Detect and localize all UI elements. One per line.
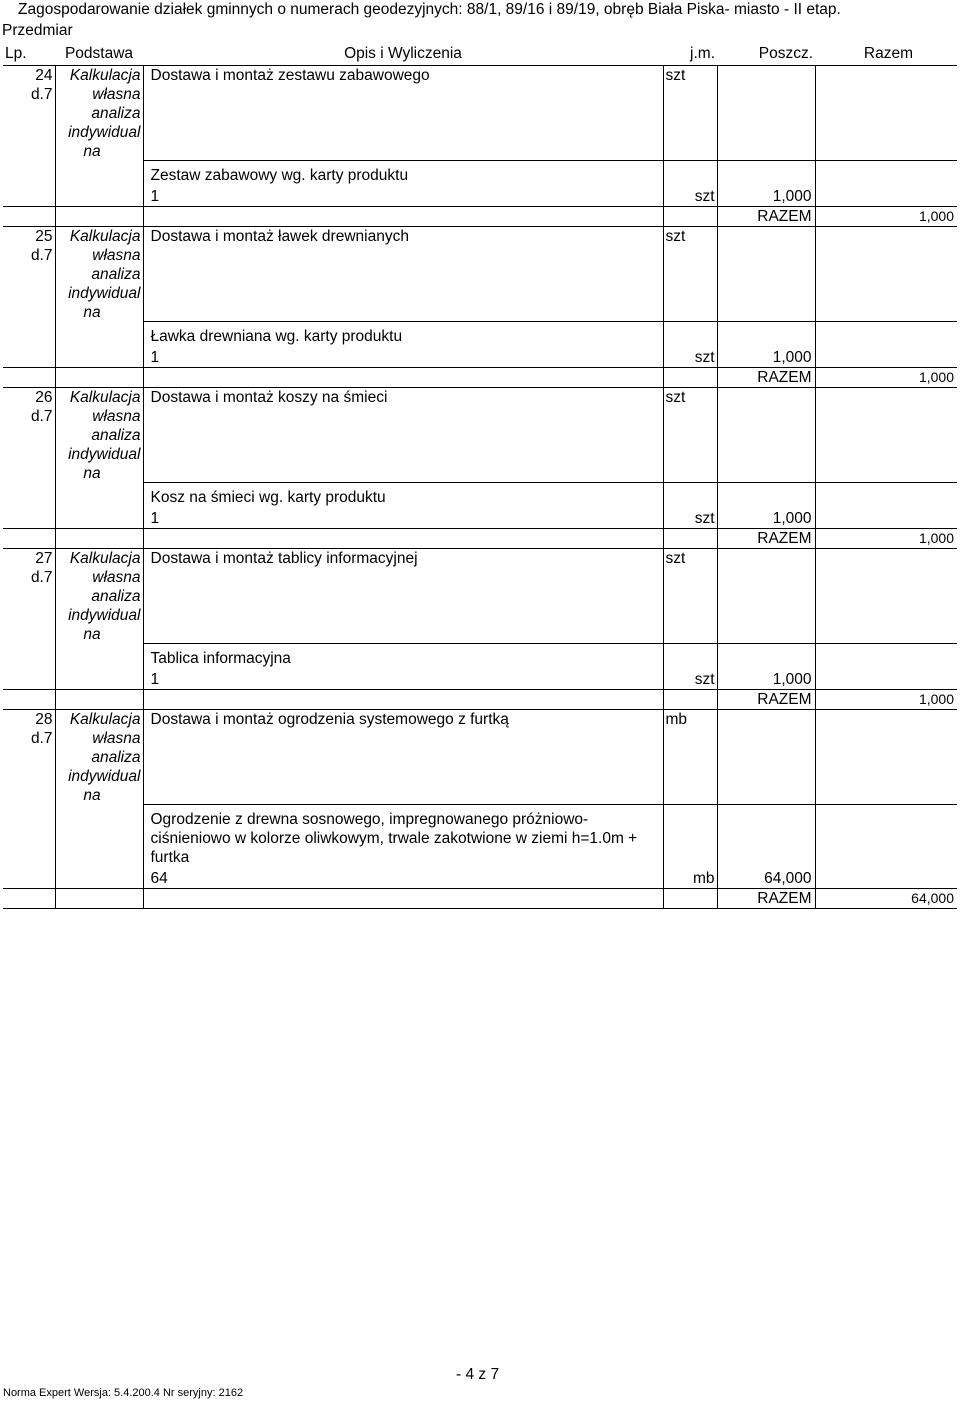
col-header-razem: Razem (815, 43, 957, 66)
table-row (3, 66, 957, 161)
table-row (3, 805, 957, 889)
empty-cell (3, 889, 55, 909)
podstawa-line: indywidual (68, 285, 141, 302)
item-calc-unit: mb (663, 805, 717, 889)
item-poszcz: 1,000 (717, 161, 815, 207)
empty-cell (663, 529, 717, 549)
item-title: Dostawa i montaż zestawu zabawowego (143, 66, 663, 161)
item-poszcz: 64,000 (717, 805, 815, 889)
item-poszcz-empty (717, 549, 815, 644)
razem-label: RAZEM (717, 368, 815, 388)
item-lp: 25 (35, 228, 53, 245)
item-razem: 1,000 (815, 529, 957, 549)
podstawa-line: analiza (91, 105, 141, 122)
razem-label: RAZEM (717, 690, 815, 710)
item-unit: szt (663, 227, 717, 322)
table-row (3, 644, 957, 690)
podstawa-line: Kalkulacja (69, 550, 141, 567)
table-row-total (3, 690, 957, 710)
empty-cell (3, 207, 55, 227)
item-poszcz-empty (717, 227, 815, 322)
podstawa-line: analiza (91, 427, 141, 444)
item-podstawa (55, 227, 143, 368)
razem-label: RAZEM (717, 529, 815, 549)
podstawa-line: indywidual (68, 768, 141, 785)
item-razem-empty (815, 227, 957, 322)
table-row-total (3, 207, 957, 227)
item-unit: szt (663, 549, 717, 644)
podstawa-line: własna (92, 730, 141, 747)
item-lp: 27 (35, 550, 53, 567)
item-description (143, 644, 663, 690)
podstawa-line: Kalkulacja (69, 711, 141, 728)
podstawa-line: indywidual (68, 446, 141, 463)
item-lp-sub: d.7 (30, 569, 53, 586)
podstawa-line: analiza (91, 266, 141, 283)
item-lp-sub: d.7 (30, 86, 53, 103)
item-unit: szt (663, 388, 717, 483)
item-desc-text: Ogrodzenie z drewna sosnowego, impregnowanego próżniowo-ciśnieniowo w kolorze oliwkowym, trwale zakotwione w ziemi h=1.0m + furtka (150, 811, 638, 866)
podstawa-line: własna (92, 408, 141, 425)
podstawa-line: Kalkulacja (69, 389, 141, 406)
item-calc-unit: szt (663, 644, 717, 690)
item-desc-text: Zestaw zabawowy wg. karty produktu (150, 167, 409, 184)
item-podstawa (55, 549, 143, 690)
software-info: Norma Expert Wersja: 5.4.200.4 Nr seryjny: 2162 (3, 1387, 244, 1399)
col-header-poszcz: Poszcz. (717, 43, 815, 66)
item-razem: 64,000 (815, 889, 957, 909)
podstawa-line: Kalkulacja (69, 228, 141, 245)
table-row (3, 549, 957, 644)
empty-cell (663, 207, 717, 227)
empty-cell (143, 529, 663, 549)
item-razem-empty (815, 710, 957, 805)
item-razem: 1,000 (815, 368, 957, 388)
item-poszcz: 1,000 (717, 644, 815, 690)
item-desc-text: Ławka drewniana wg. karty produktu (150, 328, 403, 345)
item-calc: 1 (150, 510, 160, 527)
item-unit: mb (663, 710, 717, 805)
empty-cell (143, 690, 663, 710)
podstawa-line: własna (92, 247, 141, 264)
col-header-jm: j.m. (663, 43, 717, 66)
item-calc-unit: szt (663, 161, 717, 207)
item-number (3, 66, 55, 207)
item-description (143, 322, 663, 368)
table-row (3, 227, 957, 322)
item-razem-empty2 (815, 161, 957, 207)
item-calc-unit: szt (663, 322, 717, 368)
podstawa-line: własna (92, 569, 141, 586)
empty-cell (143, 207, 663, 227)
podstawa-line: własna (92, 86, 141, 103)
item-number (3, 710, 55, 889)
podstawa-line: indywidual (68, 124, 141, 141)
table-row (3, 483, 957, 529)
table-row-total (3, 368, 957, 388)
item-desc-text: Kosz na śmieci wg. karty produktu (150, 489, 386, 506)
podstawa-line: indywidual (68, 607, 141, 624)
item-title: Dostawa i montaż tablicy informacyjnej (143, 549, 663, 644)
item-description (143, 161, 663, 207)
item-title: Dostawa i montaż ogrodzenia systemowego z furtką (143, 710, 663, 805)
podstawa-line: analiza (91, 588, 141, 605)
item-lp-sub: d.7 (30, 408, 53, 425)
razem-label: RAZEM (717, 207, 815, 227)
document-subtitle: Przedmiar (2, 22, 73, 39)
item-title: Dostawa i montaż koszy na śmieci (143, 388, 663, 483)
item-lp: 24 (35, 67, 53, 84)
empty-cell (143, 889, 663, 909)
empty-cell (3, 368, 55, 388)
item-razem-empty2 (815, 483, 957, 529)
podstawa-line: Kalkulacja (69, 67, 141, 84)
page-number: - 4 z 7 (456, 1366, 500, 1383)
item-podstawa (55, 710, 143, 889)
podstawa-line: na (83, 143, 101, 160)
table-row-total (3, 529, 957, 549)
item-poszcz: 1,000 (717, 322, 815, 368)
item-calc: 64 (150, 870, 168, 887)
item-poszcz: 1,000 (717, 483, 815, 529)
podstawa-line: na (83, 465, 101, 482)
item-lp-sub: d.7 (30, 247, 53, 264)
empty-cell (55, 889, 143, 909)
item-desc-text: Tablica informacyjna (150, 650, 291, 667)
item-podstawa (55, 66, 143, 207)
razem-label: RAZEM (717, 889, 815, 909)
item-calc-unit: szt (663, 483, 717, 529)
empty-cell (55, 207, 143, 227)
item-lp: 26 (35, 389, 53, 406)
empty-cell (663, 889, 717, 909)
empty-cell (55, 529, 143, 549)
item-lp-sub: d.7 (30, 730, 53, 747)
table-row (3, 161, 957, 207)
table-row-total (3, 889, 957, 909)
podstawa-line: na (83, 304, 101, 321)
empty-cell (663, 690, 717, 710)
item-description (143, 805, 663, 889)
empty-cell (55, 690, 143, 710)
empty-cell (55, 368, 143, 388)
table-header-row (3, 43, 957, 66)
item-razem-empty2 (815, 322, 957, 368)
item-razem-empty (815, 66, 957, 161)
item-number (3, 227, 55, 368)
item-razem-empty2 (815, 644, 957, 690)
item-razem: 1,000 (815, 690, 957, 710)
table-row (3, 322, 957, 368)
col-header-opis: Opis i Wyliczenia (143, 43, 663, 66)
item-razem-empty2 (815, 805, 957, 889)
item-razem: 1,000 (815, 207, 957, 227)
item-number (3, 549, 55, 690)
col-header-podstawa: Podstawa (55, 43, 143, 66)
podstawa-line: na (83, 787, 101, 804)
item-calc: 1 (150, 188, 160, 205)
empty-cell (143, 368, 663, 388)
estimate-table (3, 43, 957, 909)
empty-cell (3, 529, 55, 549)
podstawa-line: analiza (91, 749, 141, 766)
document-title: Zagospodarowanie działek gminnych o numerach geodezyjnych: 88/1, 89/16 i 89/19, obręb Biała Piska- miasto - II etap. (18, 1, 841, 18)
item-razem-empty (815, 549, 957, 644)
col-header-lp: Lp. (3, 43, 55, 66)
item-poszcz-empty (717, 66, 815, 161)
item-lp: 28 (35, 711, 53, 728)
table-row (3, 388, 957, 483)
item-title: Dostawa i montaż ławek drewnianych (143, 227, 663, 322)
item-unit: szt (663, 66, 717, 161)
empty-cell (663, 368, 717, 388)
item-razem-empty (815, 388, 957, 483)
podstawa-line: na (83, 626, 101, 643)
item-poszcz-empty (717, 388, 815, 483)
empty-cell (3, 690, 55, 710)
item-calc: 1 (150, 671, 160, 688)
table-row (3, 710, 957, 805)
item-description (143, 483, 663, 529)
item-number (3, 388, 55, 529)
item-calc: 1 (150, 349, 160, 366)
item-poszcz-empty (717, 710, 815, 805)
item-podstawa (55, 388, 143, 529)
